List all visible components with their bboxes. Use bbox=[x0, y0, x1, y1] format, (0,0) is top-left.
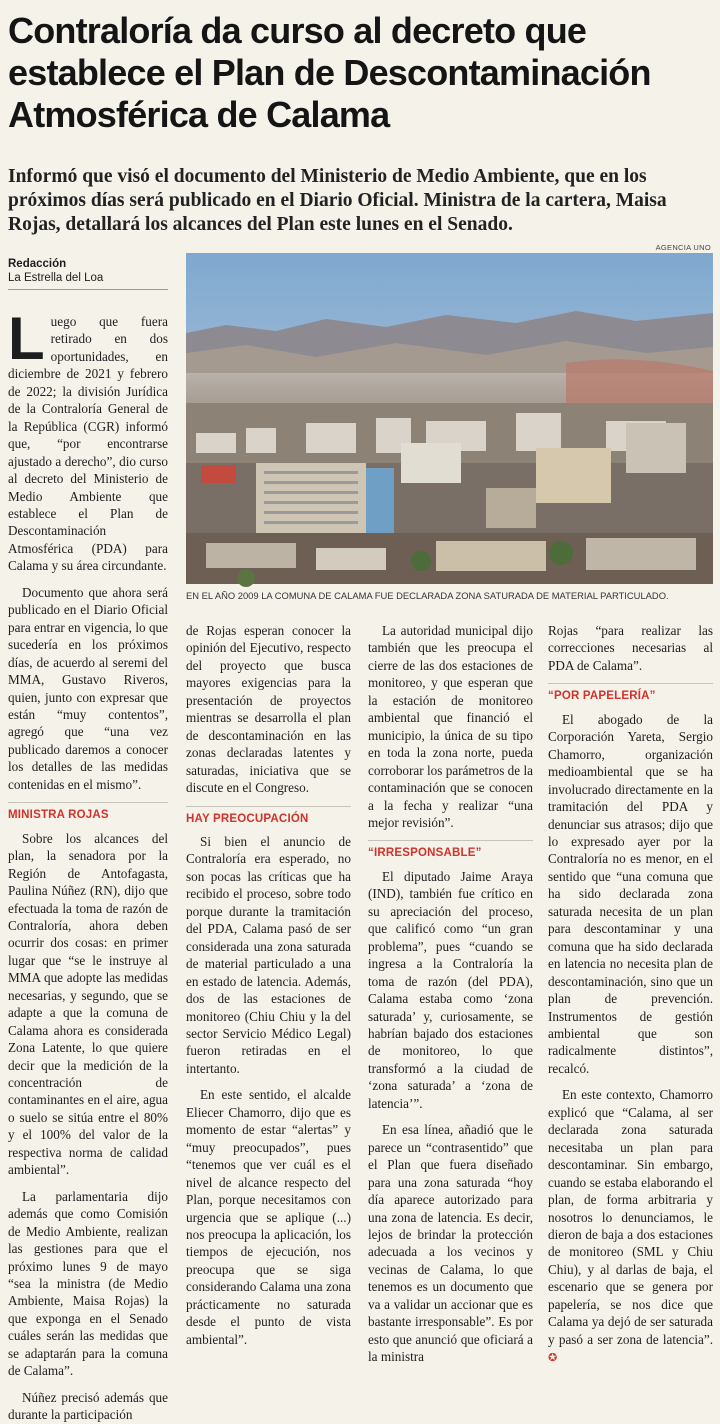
paragraph: Núñez precisó además que durante la participación bbox=[8, 1389, 168, 1423]
paragraph: Documento que ahora será publicado en el Diario Oficial para entrar en vigencia, lo que sucedería en los próximos días, de acuerdo al seremi del MMA, Gustavo Riveros, quien, junto con expresar que están “muy contentos”, agregó que “una vez publicado daremos a conocer los detalles de las medidas contenidas en el mismo”. bbox=[8, 584, 168, 792]
headline: Contraloría da curso al decreto que establece el Plan de Descontaminación Atmosférica de Calama bbox=[8, 10, 651, 135]
photo-caption: EN EL AÑO 2009 LA COMUNA DE CALAMA FUE DECLARADA ZONA SATURADA DE MATERIAL PARTICULADO. bbox=[186, 590, 669, 601]
byline-author: Redacción bbox=[8, 258, 67, 270]
paragraph bbox=[8, 305, 168, 575]
subhead-hay-preocupacion: HAY PREOCUPACIÓN bbox=[186, 806, 351, 828]
paragraph-text: En este contexto, Chamorro explicó que “Calama, al ser declarada zona saturada necesitaba un plan para descontaminar. Sin embargo, cuando se estaba elaborando el plan, de forma arbitraria y nosotros lo denunciamos, le dieron de baja a dos estaciones de monitoreo (SML y Chiu Chiu), y al darlas de baja, el escenario que se genera por papelería, se nos dice que Calama ya dejó de ser saturada y pasó a ser zona de latencia”. bbox=[548, 1087, 713, 1347]
deck-subtitle: Informó que visó el documento del Ministerio de Medio Ambiente, que en los próximos días será publicado en el Diario Oficial. Ministra de la cartera, Maisa Rojas, detallará los alcances del Plan este lunes en el Senado. bbox=[8, 166, 667, 235]
calama-city-illustration bbox=[186, 253, 713, 584]
paragraph: La parlamentaria dijo además que como Comisión de Medio Ambiente, realizan las gestiones para que el próximo lunes 9 de mayo “sea la ministra (de Medio Ambiente, Maisa Rojas) la que exponga en el Senado cuáles serán las medidas que se adaptarán para la comuna de Calama”. bbox=[8, 1188, 168, 1379]
column-3 bbox=[368, 622, 533, 1365]
paragraph: El diputado Jaime Araya (IND), también fue crítico en su apreciación del proceso, que calificó como “un gran problema”, pues “cuando se ingresa a la Contraloría la toma de razón (del PDA), Calama estaba como ‘zona saturada’ y, curiosamente, se habrían bajado dos estaciones de monitoreo, lo que transformó a la ciudad de ‘zona saturada’ a ‘zona de latencia’”. bbox=[368, 868, 533, 1111]
column-4 bbox=[548, 622, 713, 1365]
paragraph: de Rojas esperan conocer la opinión del Ejecutivo, respecto del proyecto que busca mayores exigencias para la presentación de proyectos mientras se desarrolla el plan de descontaminación en las zonas declaradas latentes y saturadas, iniciativa que se discute en el Congreso. bbox=[186, 623, 351, 796]
paragraph: La autoridad municipal dijo también que les preocupa el cierre de las dos estaciones de monitoreo, y que esperan que la estación de monitoreo ambiental que financió el municipio, la única de su tipo en toda la zona norte, pueda corroborar los parámetros de la contaminación que se conocen a la fecha y realizar “una mejor revisión”. bbox=[368, 623, 533, 830]
paragraph: Si bien el anuncio de Contraloría era esperado, no son pocas las críticas que ha recibido el proceso, sobre todo porque durante la tramitación del PDA, Calama pasó de ser considerada una zona saturada de material particulado a una en estado de latencia. Además, dos de las estaciones de monitoreo (Chiu Chiu y la del sector Servicio Médico Legal) fueron retiradas en el intertanto. bbox=[186, 833, 351, 1076]
end-mark-icon: ✪ bbox=[548, 1352, 558, 1365]
drop-cap: L bbox=[8, 305, 45, 372]
subhead-por-papeleria: “POR PAPELERÍA” bbox=[548, 683, 713, 705]
city-photo bbox=[186, 253, 713, 584]
paragraph: Sobre los alcances del plan, la senadora por la Región de Antofagasta, Paulina Núñez (RN), dijo que efectuada la toma de razón de Contraloría, ahora deben ocurrir dos cosas: en primer lugar que “se le instruye al MMA que adopte las medidas necesarias, y segundo, que se adapte a que la comuna de Calama ahora es considerada Zona Latente, lo que quiere decir que la medición de la concentración de contaminantes en el aire, agua o suelo se sitúa entre el 80% y el 100% del valor de la respectiva norma de calidad ambiental”. bbox=[8, 830, 168, 1178]
paragraph: En esa línea, añadió que le parece un “contrasentido” que el Plan que fuera diseñado para una zona saturada “hoy día aparece autorizado para una zona de latencia. Es decir, lejos de brindar la protección adecuada a los vecinos y vecinas de Calama, lo que tenemos es un documento que va a validar un accionar que es bastante irresponsable”. Es por esto que anunció que oficiará a la ministra bbox=[368, 1122, 533, 1365]
subhead-irresponsable: “IRRESPONSABLE” bbox=[368, 840, 533, 862]
photo-credit: AGENCIA UNO bbox=[655, 243, 711, 252]
byline-outlet: La Estrella del Loa bbox=[8, 272, 104, 284]
paragraph: El abogado de la Corporación Yareta, Sergio Chamorro, organización medioambiental que se ha involucrado directamente en la tramitación del PDA y denunciar sus atrasos; dijo que lo expresado ayer por la Contraloría no es menor, en el sentido que “una comuna que ha sido declarada zona saturada necesita de un plan para descontaminar y una comuna que ha sido declarada en latencia no necesita plan de descontaminación, sino que un plan de prevención. Instrumentos de gestión ambiental que son radicalmente distintos”, recalcó. bbox=[548, 711, 713, 1076]
paragraph: En este sentido, el alcalde Eliecer Chamorro, dijo que es momento de estar “alertas” y “muy preocupados”, pues “tenemos que ver cuál es el nivel de alcance respecto del Plan, porque necesitamos con urgencia que se aplique (...) nos preocupa la aplicación, los tiempos de ejecución, nos preocupa que se siga considerando Calama una zona prácticamente no saturada desde el punto de vista ambiental”. bbox=[186, 1087, 351, 1347]
column-2 bbox=[186, 622, 351, 1347]
paragraph-text: uego que fuera retirado en dos oportunidades, en diciembre de 2021 y febrero de 2022; la división Jurídica de la Contraloría General de la República (CGR) informó que, “por encontrarse ajustado a derecho”, dio curso al decreto del Ministerio de Medio Ambiente que establece el Plan de Descontaminación Atmosférica (PDA) para Calama y su área circundante. bbox=[8, 314, 168, 574]
byline bbox=[8, 257, 168, 290]
paragraph: Rojas “para realizar las correcciones necesarias al PDA de Calama”. bbox=[548, 623, 713, 673]
column-1 bbox=[8, 305, 168, 1423]
subhead-ministra-rojas: MINISTRA ROJAS bbox=[8, 802, 168, 824]
paragraph bbox=[548, 1086, 713, 1367]
